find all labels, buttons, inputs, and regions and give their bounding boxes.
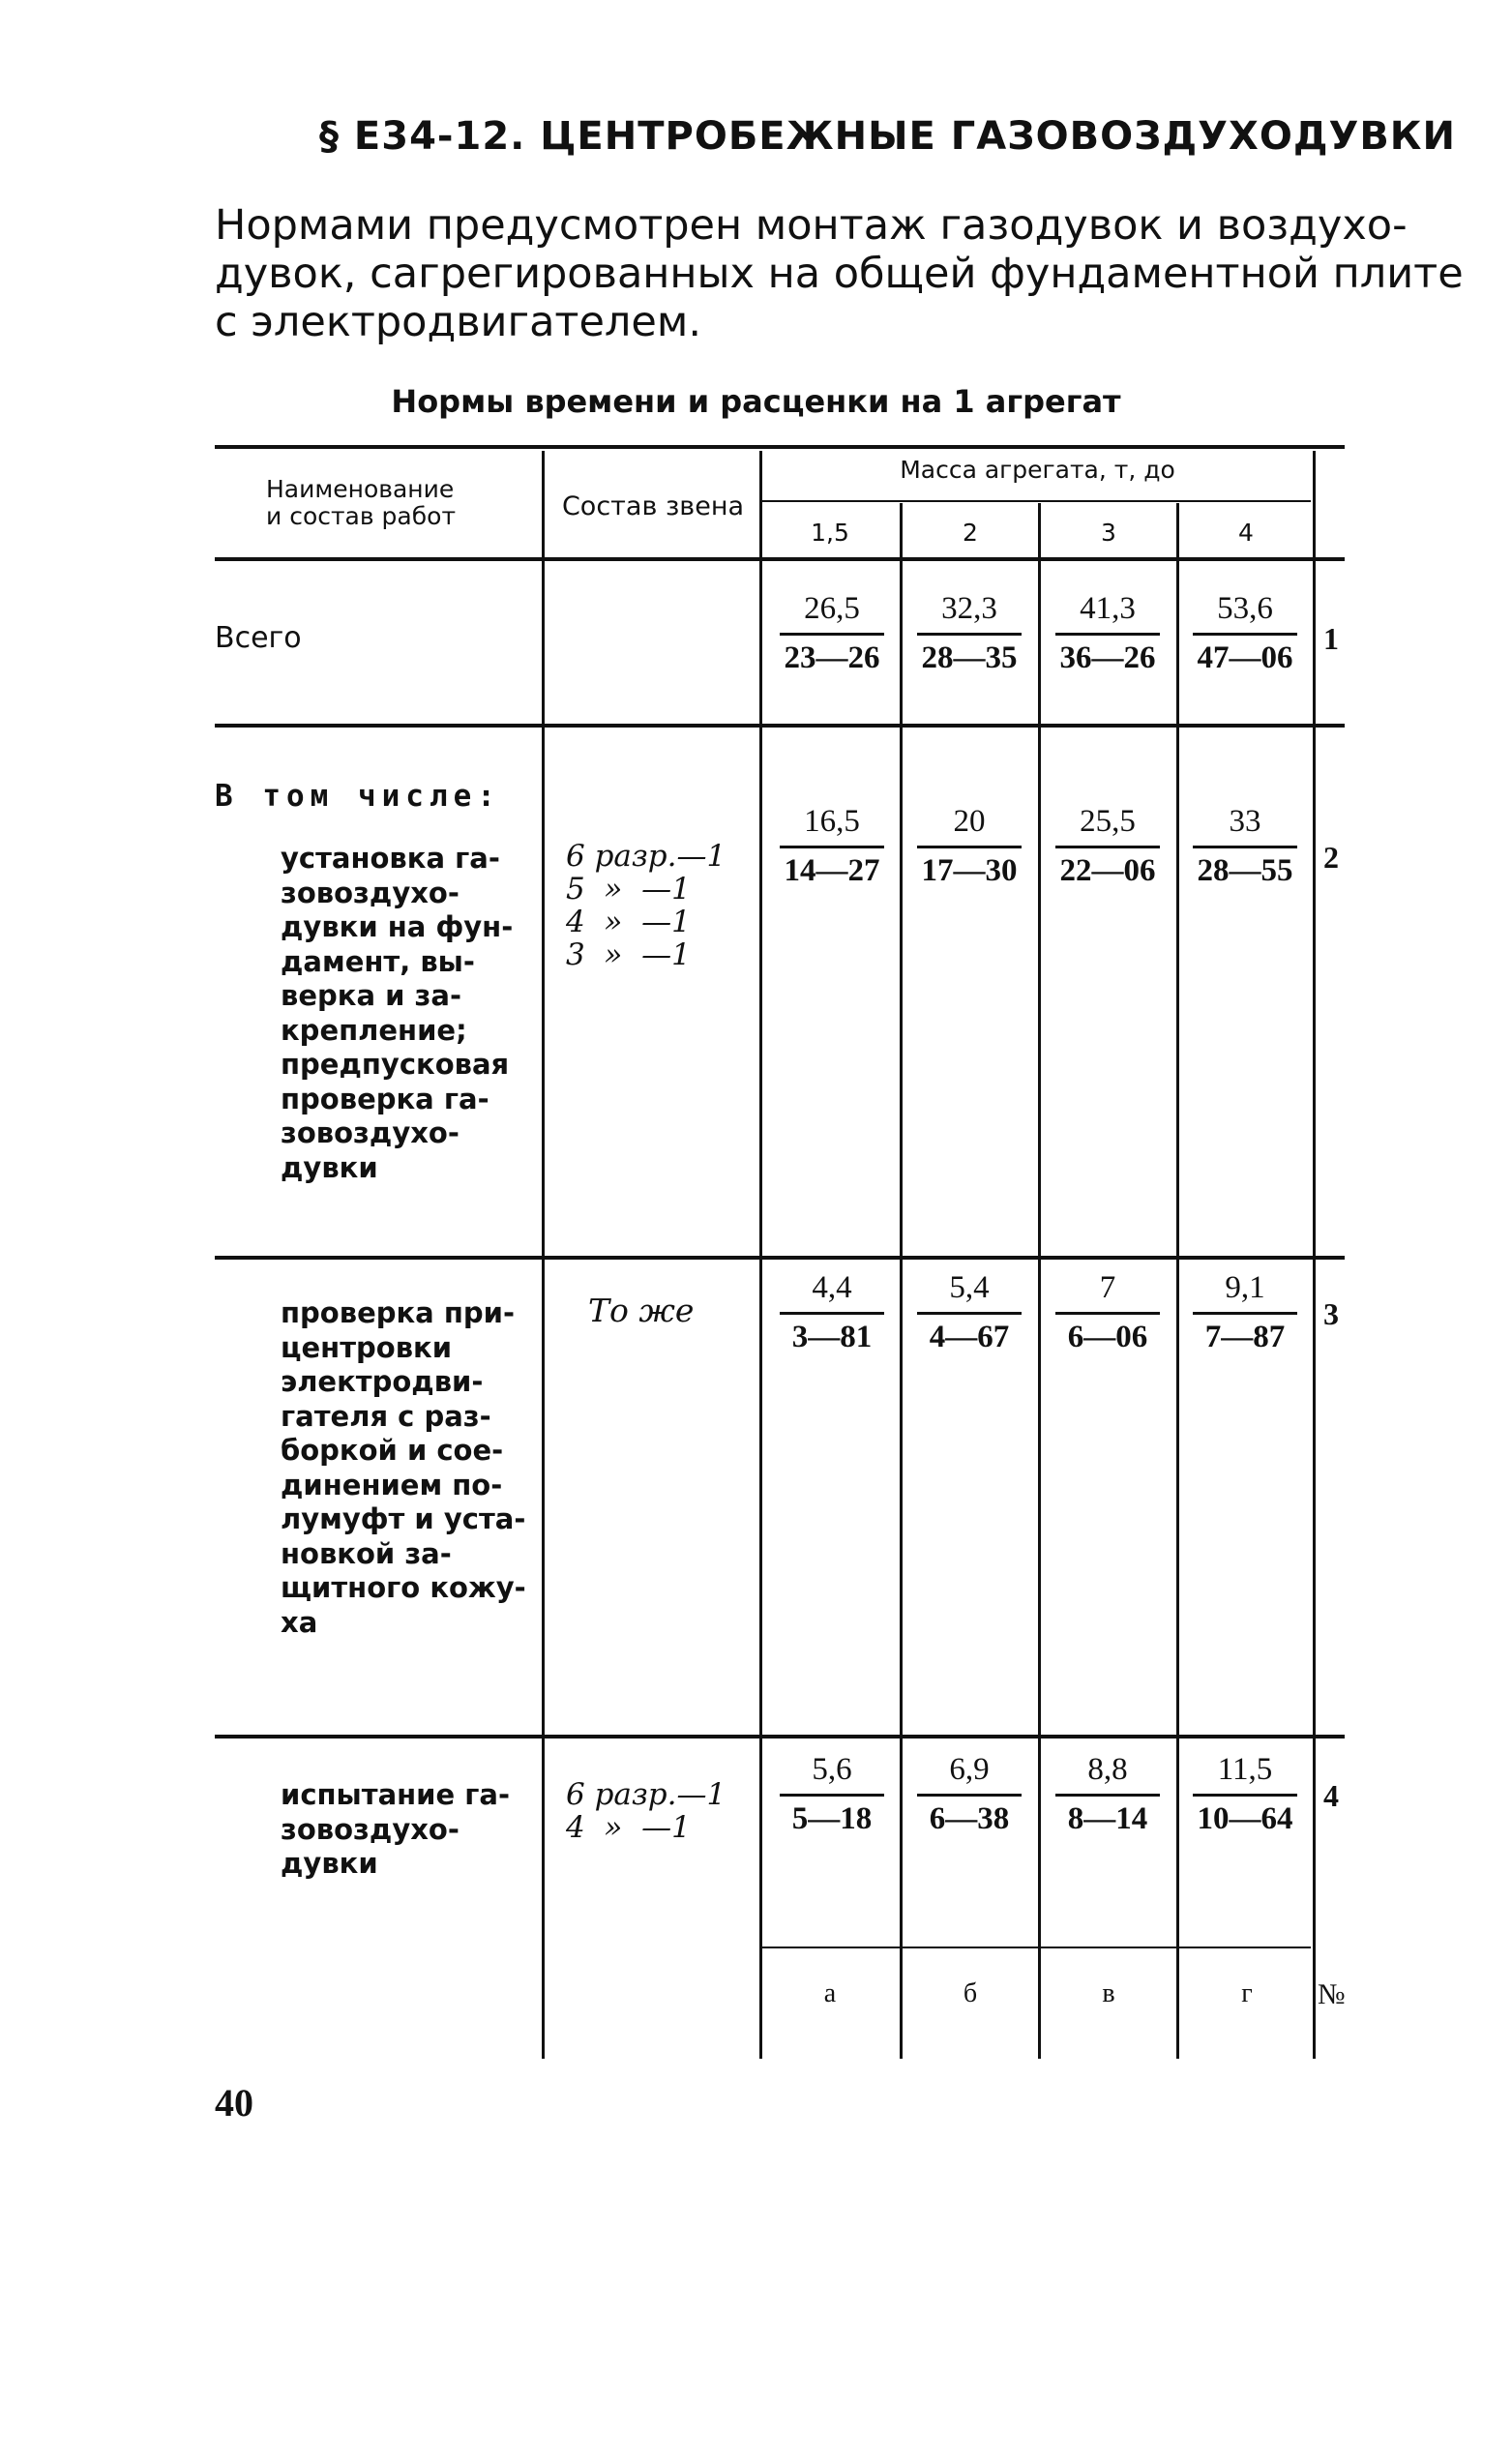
column-code: в — [1102, 1978, 1115, 2008]
crew-line: 3 » —1 — [566, 937, 691, 972]
time-norm: 5,6 — [812, 1752, 852, 1787]
fraction-bar — [917, 846, 1022, 848]
desc-line: проверка га- — [281, 1082, 489, 1115]
work-description — [281, 1778, 534, 1882]
desc-line: крепление; — [281, 1013, 467, 1047]
time-norm: 25,5 — [1080, 804, 1136, 839]
fraction-bar — [1193, 633, 1297, 636]
rate-value: 10—64 — [1197, 1801, 1293, 1836]
desc-line: дувки — [281, 1150, 378, 1184]
column-code: г — [1241, 1978, 1253, 2008]
time-norm: 32,3 — [941, 591, 997, 626]
fraction-bar — [917, 1312, 1022, 1315]
desc-line: зовоздухо- — [281, 1812, 460, 1846]
norm-cell — [902, 803, 1037, 889]
crew-line: 5 » —1 — [566, 872, 691, 906]
work-description — [281, 842, 534, 1185]
norm-cell — [902, 1269, 1037, 1355]
desc-line: гателя с раз- — [281, 1399, 491, 1433]
norm-cell — [902, 590, 1037, 676]
desc-line: центровки — [281, 1330, 453, 1364]
crew-composition — [588, 1294, 694, 1327]
column-rule — [542, 451, 545, 2059]
time-norm: 5,4 — [949, 1270, 990, 1305]
row-divider — [215, 1735, 1345, 1739]
column-code: а — [823, 1978, 837, 2008]
time-norm: 53,6 — [1217, 591, 1273, 626]
header-name-line: Наименование — [266, 475, 455, 503]
column-rule — [759, 451, 762, 2059]
header-mass-value: 4 — [1238, 519, 1254, 547]
row-divider — [215, 724, 1345, 728]
desc-line: установка га- — [281, 842, 500, 875]
time-norm: 20 — [953, 804, 986, 839]
norm-cell — [1040, 803, 1175, 889]
column-rule — [1313, 451, 1316, 2059]
crew-line: 6 разр.—1 — [566, 1777, 726, 1812]
time-norm: 9,1 — [1225, 1270, 1265, 1305]
fraction-bar — [917, 1794, 1022, 1797]
rate-value: 8—14 — [1067, 1801, 1148, 1836]
time-norm: 7 — [1099, 1270, 1116, 1305]
rate-value: 6—38 — [929, 1801, 1010, 1836]
mass-subheader-rule — [759, 500, 1311, 502]
norm-cell — [1040, 590, 1175, 676]
desc-line: динением по- — [281, 1468, 503, 1501]
norm-cell — [764, 590, 900, 676]
fraction-bar — [917, 633, 1022, 636]
desc-line: испытание га- — [281, 1778, 511, 1811]
desc-line: дувки — [281, 1847, 378, 1880]
time-norm: 4,4 — [812, 1270, 852, 1305]
row-number: 3 — [1323, 1296, 1339, 1331]
intro-line: с электродвигателем. — [215, 298, 701, 346]
row-label-including: В том числе: — [215, 779, 501, 814]
rate-value: 4—67 — [929, 1320, 1010, 1354]
rate-value: 22—06 — [1059, 853, 1156, 888]
row-divider — [215, 1256, 1345, 1260]
header-mass-group: Масса агрегата, т, до — [900, 456, 1175, 484]
header-crew-column: Состав звена — [561, 491, 745, 521]
number-column-label: № — [1318, 1978, 1346, 2010]
page-number: 40 — [215, 2081, 253, 2125]
desc-line: предпусковая — [281, 1048, 510, 1081]
fraction-bar — [1055, 1312, 1160, 1315]
fraction-bar — [1055, 1794, 1160, 1797]
section-title: § Е34-12. ЦЕНТРОБЕЖНЫЕ ГАЗОВОЗДУХОДУВКИ — [319, 114, 1456, 159]
norm-cell — [1040, 1751, 1175, 1837]
fraction-bar — [1193, 846, 1297, 848]
row-label-total: Всего — [215, 621, 302, 655]
desc-line: лумуфт и уста- — [281, 1502, 526, 1535]
fraction-bar — [780, 633, 884, 636]
desc-line: зовоздухо- — [281, 876, 460, 909]
header-mass-value: 3 — [1101, 519, 1116, 547]
table-top-rule — [215, 445, 1345, 449]
desc-line: дамент, вы- — [281, 944, 475, 978]
row-number: 2 — [1323, 840, 1339, 875]
fraction-bar — [780, 1312, 884, 1315]
rate-value: 7—87 — [1204, 1320, 1286, 1354]
crew-line: 6 разр.—1 — [566, 839, 726, 874]
fraction-bar — [1193, 1312, 1297, 1315]
fraction-bar — [780, 1794, 884, 1797]
norm-cell — [902, 1751, 1037, 1837]
rate-value: 14—27 — [784, 853, 880, 888]
column-code: б — [963, 1978, 978, 2008]
crew-line: 4 » —1 — [566, 1810, 691, 1845]
header-name-column — [266, 476, 456, 530]
time-norm: 6,9 — [949, 1752, 990, 1787]
crew-composition — [566, 840, 726, 971]
rate-value: 5—18 — [791, 1801, 873, 1836]
rate-value: 3—81 — [791, 1320, 873, 1354]
fraction-bar — [1055, 633, 1160, 636]
crew-line: То же — [588, 1292, 695, 1329]
norm-cell — [764, 1751, 900, 1837]
header-mass-value: 1,5 — [811, 519, 849, 547]
fraction-bar — [1055, 846, 1160, 848]
crew-line: 4 » —1 — [566, 905, 691, 939]
time-norm: 41,3 — [1080, 591, 1136, 626]
table-caption: Нормы времени и расценки на 1 агрегат — [391, 383, 1121, 420]
desc-line: боркой и сое- — [281, 1434, 504, 1467]
header-name-line: и состав работ — [266, 502, 457, 530]
header-mass-value: 2 — [963, 519, 978, 547]
desc-line: щитного кожу- — [281, 1571, 526, 1604]
intro-line: дувок, сагрегированных на общей фундаментной плите — [215, 250, 1464, 298]
norm-cell — [1177, 590, 1313, 676]
desc-line: проверка при- — [281, 1296, 515, 1329]
rate-value: 36—26 — [1059, 640, 1156, 675]
rate-value: 28—55 — [1197, 853, 1293, 888]
norm-cell — [1177, 1269, 1313, 1355]
norm-cell — [1177, 1751, 1313, 1837]
rate-value: 23—26 — [784, 640, 880, 675]
rate-value: 6—06 — [1067, 1320, 1148, 1354]
rate-value: 17—30 — [921, 853, 1018, 888]
time-norm: 8,8 — [1087, 1752, 1128, 1787]
rate-value: 47—06 — [1197, 640, 1293, 675]
crew-composition — [566, 1778, 726, 1844]
time-norm: 26,5 — [804, 591, 860, 626]
rate-value: 28—35 — [921, 640, 1018, 675]
desc-line: дувки на фун- — [281, 910, 514, 943]
fraction-bar — [1193, 1794, 1297, 1797]
row-number: 4 — [1323, 1778, 1339, 1813]
intro-paragraph — [215, 201, 1464, 346]
desc-line: ха — [281, 1605, 318, 1639]
norm-cell — [764, 803, 900, 889]
time-norm: 11,5 — [1217, 1752, 1273, 1787]
time-norm: 33 — [1229, 804, 1261, 839]
intro-line: Нормами предусмотрен монтаж газодувок и воздухо- — [215, 201, 1408, 250]
norm-cell — [1177, 803, 1313, 889]
fraction-bar — [780, 846, 884, 848]
desc-line: зовоздухо- — [281, 1116, 460, 1149]
row-number: 1 — [1323, 621, 1339, 656]
header-bottom-rule — [215, 557, 1345, 561]
work-description — [281, 1296, 534, 1640]
desc-line: верка и за- — [281, 979, 461, 1012]
codes-rule — [759, 1947, 1311, 1948]
time-norm: 16,5 — [804, 804, 860, 839]
norm-cell — [1040, 1269, 1175, 1355]
norm-cell — [764, 1269, 900, 1355]
desc-line: электродви- — [281, 1365, 484, 1398]
desc-line: новкой за- — [281, 1536, 452, 1570]
